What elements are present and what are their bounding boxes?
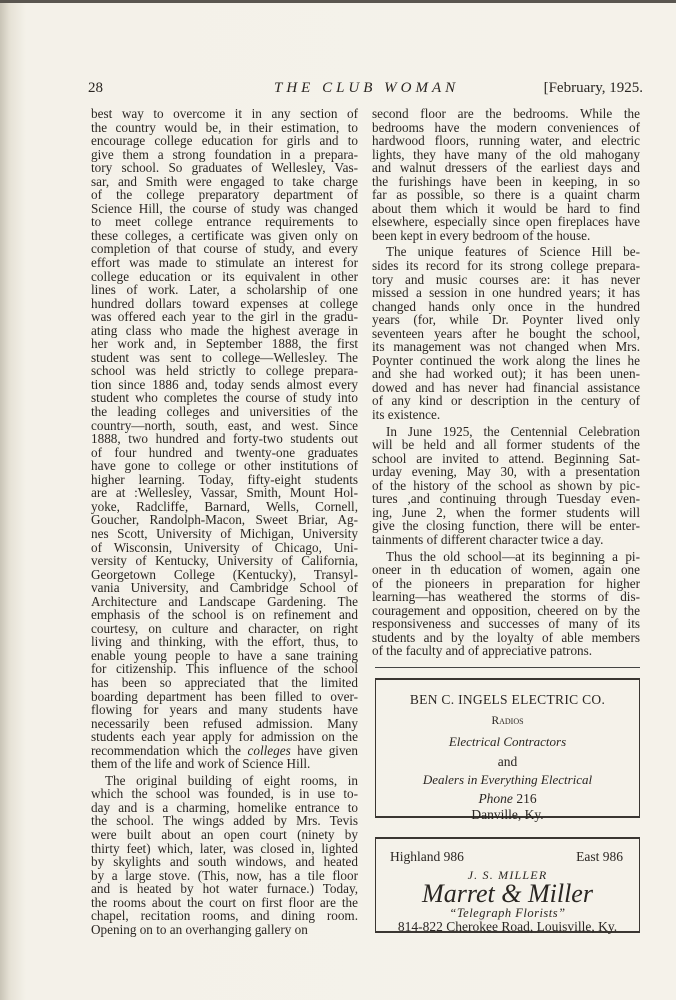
text-line: encourage college education for girls and to: [91, 133, 358, 149]
text-line: school was held strictly to college prepara-: [91, 363, 358, 379]
text-line: second floor are the bedrooms. While the: [372, 106, 640, 121]
text-line: courtesy, on culture and character, on right: [91, 620, 358, 636]
text-line: about them which it would be hard to find: [372, 200, 640, 216]
text-line: tory school. So graduates of Wellesley, Vas-: [91, 160, 358, 176]
text-line: versity of Kentucky, University of California,: [91, 553, 358, 569]
text-line: and she had worked out); it has been unen-: [372, 366, 640, 382]
text-line: student who completes the course of study into: [91, 390, 358, 406]
text-line: bedrooms have the modern conveniences of: [372, 119, 640, 135]
article-paragraph: [372, 245, 640, 421]
text-line: living and thinking, with the effort, thus, to: [91, 634, 358, 650]
text-line: its management was not changed when Mrs.: [372, 339, 640, 355]
text-line: of the college preparatory department of: [91, 187, 358, 203]
ad-phone-label: Phone: [478, 791, 513, 806]
running-header: [88, 80, 643, 100]
text-line: its existence.: [372, 407, 441, 423]
text-line: best way to overcome it in any section of: [91, 106, 358, 121]
text-line: ating class who made the highest average in: [91, 322, 358, 338]
text-line: sar, and Smith were engaged to take charge: [91, 173, 358, 189]
text-line: responsiveness and successes of many of its: [372, 616, 640, 632]
text-line: enable young people to have a sane training: [91, 647, 358, 663]
text-line: of Wisconsin, University of Chicago, Uni-: [91, 539, 358, 555]
text-line: give the closing function, there will be enter-: [372, 518, 640, 534]
text-line: was offered each year to the girl in the gradu-: [91, 309, 358, 325]
text-line: for citizenship. This influence of the school: [91, 661, 358, 677]
text-line: the school. The wings added by Mrs. Tevis: [91, 813, 358, 829]
text-line: of the history of the school as shown by pic-: [372, 477, 640, 493]
article-paragraph: [372, 107, 640, 242]
ad-address: 814-822 Cherokee Road, Louisville, Ky.: [397, 919, 618, 934]
text-line: In June 1925, the Centennial Celebration: [386, 423, 640, 439]
text-line: far as possible, so there is a quaint charm: [372, 187, 640, 203]
text-line: 1888, two hundred and forty-two students out: [91, 431, 358, 447]
page-number: 28: [88, 80, 103, 96]
text-line: of the pioneers in preparation for higher: [372, 575, 640, 591]
ad-radios-line: Radios: [491, 715, 524, 727]
text-line: thirty feet) which, later, was closed in, lighted: [91, 840, 358, 856]
text-line: sides its record for its strong college prepara-: [372, 258, 640, 274]
text-line: tures ,and continuing through Tuesday even-: [372, 491, 640, 507]
text-line: couragement and opposition, cheered on by the: [372, 602, 640, 618]
text-line: tion since 1886 and, today sends almost every: [91, 376, 358, 392]
text-line: by a large stove. (This, now, has a tile floor: [91, 867, 358, 883]
ad-phone-east: East 986: [576, 849, 623, 864]
left-column: [91, 107, 358, 936]
ad-company-name: BEN C. INGELS ELECTRIC CO.: [409, 692, 606, 707]
text-line: Opening on to an overhanging gallery on: [91, 921, 308, 937]
section-divider: [375, 667, 640, 668]
scan-edge: [0, 0, 676, 3]
text-line: students and by the loyalty of able members: [372, 629, 640, 645]
text-line: Goucher, Randolph-Macon, Sweet Briar, Ag-: [91, 512, 358, 528]
text-line: were built about an open court (ninety by: [91, 826, 358, 842]
text-line: vania University, and Cambridge School of: [91, 580, 358, 596]
text-line: recommendation which the colleges have given: [91, 742, 358, 758]
text-line: and walnut dressers of the earliest days and: [372, 160, 640, 176]
article-paragraph: [91, 107, 358, 771]
text-line: of four hundred and twenty-one graduates: [91, 444, 358, 460]
text-line: nes Scott, University of Michigan, University: [91, 525, 358, 541]
text-line: oneer in th education of women, again one: [372, 562, 640, 578]
text-line: to meet college entrance requirements to: [91, 214, 358, 230]
issue-date: [February, 1925.: [543, 80, 643, 96]
advertisement-marret-miller: [375, 837, 640, 933]
text-line: college education or its equivalent in other: [91, 268, 358, 284]
text-line: yoke, Radcliffe, Barnard, Wells, Cornell,: [91, 498, 358, 514]
emphasis: colleges: [247, 742, 291, 758]
text-line: by skylights and south windows, and heated: [91, 854, 358, 870]
text-line: and is heated by hot water furnace.) Today,: [91, 881, 358, 897]
ad-location: Danville, Ky.: [471, 807, 544, 822]
text-line: school are invited to attend. Beginning Sat-: [372, 450, 640, 466]
article-paragraph: [372, 550, 640, 658]
ad-dealers-line: Dealers in Everything Electrical: [422, 772, 593, 787]
text-line: these colleges, a certificate was given only on: [91, 227, 358, 243]
text-line: her work and, in September 1888, the first: [91, 336, 358, 352]
text-line: The unique features of Science Hill be-: [386, 244, 640, 260]
text-line: changed hands only once in the hundred: [372, 298, 640, 314]
ad-phone: [376, 791, 639, 807]
text-line: student was sent to college—Wellesley. The: [91, 349, 358, 365]
text-line: them of the life and work of Science Hill.: [91, 756, 311, 772]
text-line: Science Hill, the course of study was changed: [91, 200, 358, 216]
text-line: The original building of eight rooms, in: [105, 772, 358, 788]
text-line: lines of work. Later, a scholarship of one: [91, 282, 358, 298]
text-line: Georgetown College (Kentucky), Transyl-: [91, 566, 358, 582]
text-line: Thus the old school—at its beginning a pi-: [386, 548, 640, 564]
right-column: [372, 107, 640, 658]
text-line: hundred dollars toward expenses at college: [91, 295, 358, 311]
ad-and-line: and: [497, 754, 518, 769]
text-line: Architecture and Landscape Gardening. The: [91, 593, 358, 609]
text-line: tory and music courses are: it has never: [372, 271, 640, 287]
article-paragraph: [372, 425, 640, 547]
text-line: country—north, south, east, and west. Since: [91, 417, 358, 433]
ad-tagline: “Telegraph Florists”: [449, 906, 566, 920]
text-line: boarding department has been filled to over-: [91, 688, 358, 704]
ad-contractors-line: Electrical Contractors: [448, 734, 567, 749]
text-line: higher learning. Today, fifty-eight students: [91, 471, 358, 487]
text-line: learning—has weathered the storms of dis-: [372, 589, 640, 605]
text-line: chapel, recitation rooms, and dining room.: [91, 908, 358, 924]
text-line: dowed and has never had financial assistance: [372, 379, 640, 395]
text-line: urday evening, May 30, with a presentation: [372, 464, 640, 480]
text-line: necessarily been refused admission. Many: [91, 715, 358, 731]
text-line: hardwood floors, running water, and electric: [372, 133, 640, 149]
text-line: years (for, while Dr. Poynter lived only: [372, 312, 640, 328]
text-line: are at :Wellesley, Vassar, Smith, Mount Hol-: [91, 485, 358, 501]
text-line: will be held and all former students of the: [372, 437, 640, 453]
text-line: of any kind or description in the century of: [372, 393, 640, 409]
text-line: give them a strong foundation in a prepara-: [91, 146, 358, 162]
ad-business-name: Marret & Miller: [422, 879, 593, 908]
text-line: emphasis of the school is on refinement and: [91, 607, 358, 623]
text-line: has been so appreciated that the limited: [91, 674, 358, 690]
text-line: the rooms about the court on first floor are the: [91, 894, 358, 910]
advertisement-ingels-electric: [375, 678, 640, 822]
text-line: Poynter continued the work along the lines he: [372, 352, 640, 368]
ad-phone-highland: Highland 986: [390, 849, 464, 864]
text-line: lights, they have many of the old mahogany: [372, 146, 640, 162]
text-line: been kept in every bedroom of the house.: [372, 227, 591, 243]
text-line: missed a session in one hundred years; it has: [372, 285, 640, 301]
text-line: have gone to college or other institutions of: [91, 458, 358, 474]
text-line: which the school was founded, is in use to-: [91, 786, 358, 802]
text-line: of the faculty and of appreciative patrons.: [372, 643, 593, 659]
text-line: ing, June 2, when the former students will: [372, 504, 640, 520]
text-line: effort was made to stimulate an interest for: [91, 255, 358, 271]
text-line: flowing for years and many students have: [91, 702, 358, 718]
ad-proprietor: J. S. MILLER: [467, 868, 548, 882]
magazine-title: THE CLUB WOMAN: [274, 80, 460, 96]
text-line: the leading colleges and universities of the: [91, 404, 358, 420]
article-paragraph: [91, 774, 358, 937]
text-line: completion of that course of study, and every: [91, 241, 358, 257]
text-line: seventeen years after he bought the school,: [372, 325, 640, 341]
text-line: day and is a charming, homelike entrance to: [91, 799, 358, 815]
ad-phone-number: 216: [516, 791, 537, 806]
text-line: the furishings have been in keeping, in so: [372, 173, 640, 189]
text-line: tainments of different character twice a day.: [372, 531, 604, 547]
text-line: the country would be, in their estimation, to: [91, 119, 358, 135]
text-line: students each year apply for admission on the: [91, 729, 358, 745]
text-line: elsewhere, especially since open fireplaces have: [372, 214, 640, 230]
